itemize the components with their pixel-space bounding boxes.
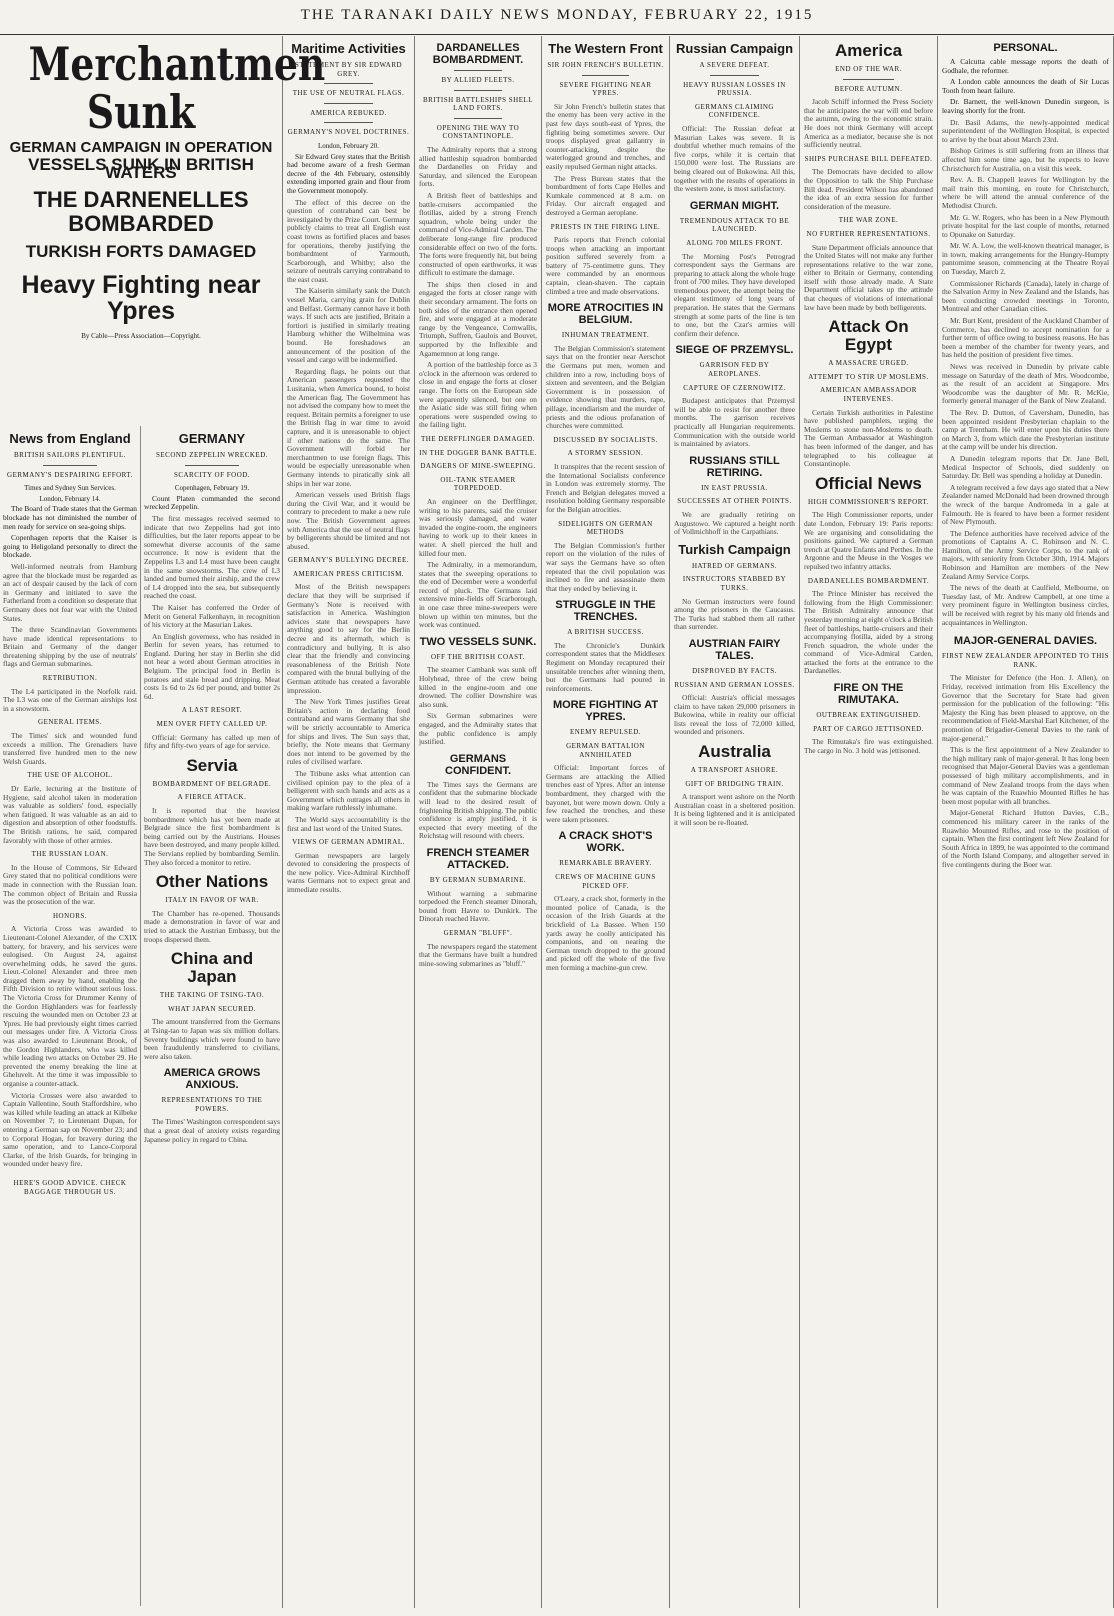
column-western-front: The Western Front SIR JOHN FRENCH'S BULLETIN. SEVERE FIGHTING NEAR YPRES. Sir John French's bulletin states that the enemy has been very active in the past few days south-east of Ypres, the fighting being sometimes severe. Our troops displayed great gallantry in counter-attacking, despite the waterlogged ground and trenches, and easily repulsed German night attacks. The Press Bureau states that the bombardment of forts Cape Helles and Kumkale commenced at 8 a.m. on Friday. Our aircraft engaged and destroyed a German aeroplane. PRIESTS IN THE FIRING LINE. Paris reports that French colonial troops when attacking an important position suffered severely from a battery of 75-centimetre guns. They were commanded by an enormous captain, clean-shaven. The captain climbed a tree and made observations. MORE ATROCITIES IN BELGIUM. INHUMAN TREATMENT. The Belgian Commission's statement says that on the frontier near Aerschot the Germans put men, women and children into a row, including boys of sixteen and seventeen, and the Belgian Government is in possession of evidence showing that murders, rape, pillage, incendiarism and the murder of priests and the odious profanation of churches were committed. DISCUSSED BY SOCIALISTS. A STORMY SESSION. It transpires that the recent session of the International Socialists conference in London was extremely stormy. The French and Belgian delegates moved a resolution holding Germany responsible for the Belgian atrocities. SIDELIGHTS ON GERMAN METHODS The Belgian Commission's further report on the violation of the rules of war says the Germans have so often repeated that the civil population was inclined to fire and assassinate them that they ended by believing it. STRUGGLE IN THE TRENCHES. A BRITISH SUCCESS. The Chronicle's Dunkirk correspondent states that the Middlesex Regiment on Monday recaptured their unsuitable trenches after winning them, but the Germans had poured in reinforcements. MORE FIGHTING AT YPRES. ENEMY REPULSED. GERMAN BATTALION ANNIHILATED Official: Important forces of Germans are attacking the Allied trenches east of Ypres. After an intense bombardment, they charged with the bayonet, but were mown down. Only a few reached the trenches, and these were taken prisoners. A CRACK SHOT'S WORK. REMARKABLE BRAVERY. CREWS OF MACHINE GUNS PICKED OFF. O'Leary, a crack shot, formerly in the mounted police of Canada, is the occasion of the Irish Guards at the brickfield of La Bassee. When 150 yards away he coolly anticipated his companions, and on nearing the German trench dropped to the ground and picked off the whole of the five men forming a machine-gun crew.: [542, 36, 670, 1608]
western-sub-9: ENEMY REPULSED.: [569, 728, 642, 737]
china-japan-head: China and Japan: [170, 949, 254, 987]
russian-sub-4: TREMENDOUS ATTACK TO BE LAUNCHED.: [679, 216, 790, 234]
china-japan-sub-1: THE TAKING OF TSING-TAO.: [159, 991, 265, 1000]
german-bluff-sub: GERMAN "BLUFF".: [443, 928, 513, 937]
western-sub-2: SEVERE FIGHTING NEAR YPRES.: [559, 80, 652, 98]
america-sub-3: SHIPS PURCHASE BILL DEFEATED.: [804, 154, 933, 163]
crack-shot-head: A CRACK SHOT'S WORK.: [558, 830, 653, 855]
germany-section: GERMANY SECOND ZEPPELIN WRECKED. SCARCITY OF FOOD. Copenhagen, February 19. Count Platen commanded the second wrecked Zeppelin. The first messages received seemed to indicate that two Zeppelins had got into difficulties, but the later reports appear to be somewhat diverse accounts of the same occurrence. It now is evident that the Zeppelins L3 and L4 must have been caught in the same snowstorms. The crew of L3 landed and burned their airship, and the crew of L4 dropped into the sea, but subsequently reached the coast. The Kaiser has conferred the Order of Merit on General Falkenhayn, in recognition of his victory at the Masurian Lakes. An English governess, who has resided in Berlin for seven years, has returned to England. During her stay in Berlin she did not hear a word about German atrocities in Belgium. The principal food in Berlin is potatoes and stale bread and dripping. Meat costs 1s 6d to 2s 6d per pound, and butter 2s 6d. A LAST RESORT. MEN OVER FIFTY CALLED UP. Official: Germany has called up men of fifty and fifty-two years of age for service. Servia BOMBARDMENT OF BELGRADE. A FIERCE ATTACK. It is reported that the heaviest bombardment which has yet been made at Belgrade since the first bombardment is being carried out by the Austrians. Houses have been destroyed, and many people killed. The Servians replied by bombarding Semlin. They also forced a monitor to retire. Other Nations ITALY IN FAVOR OF WAR. The Chamber has re-opened. Thousands made a demonstration in favor of war and tried to attack the Austrian Embassy, but the troops dispersed them. China and Japan THE TAKING OF TSING-TAO. WHAT JAPAN SECURED. The amount transferred from the Germans at Tsing-tao to Japan was six million dollars. Seventy buildings which were found to have been fraudulently transferred to civilians, were also taken. AMERICA GROWS ANXIOUS. REPRESENTATIONS TO THE POWERS. The Times' Washington correspondent says that a great deal of anxiety exists regarding Japanese policy in regard to China.: [144, 431, 280, 1144]
dardanelles-sub-1: BY ALLIED FLEETS.: [441, 76, 515, 84]
news-from-england: News from England BRITISH SAILORS PLENTIFUL. GERMANY'S DESPAIRING EFFORT. Times and Sydney Sun Services. London, February 14. The Board of Trade states that the German blockade has not diminished the number of men ready for service on sea-going ships. Copenhagen reports that the Kaiser is going to Heligoland personally to direct the blockade. Well-informed neutrals from Hamburg agree that the blockade must be regarded as an act of despair caused by the lack of corn in Germany and initiated to save the Fatherland from a condition so desperate that Germany does not fear war with the United States. The three Scandinavian Governments have made identical representations to Britain and Germany of the danger threatening shipping by the use of neutrals' flags and German submarines. RETRIBUTION. The L4 participated in the Norfolk raid. The L3 was one of the German airships lost in a snowstorm. GENERAL ITEMS. The Times' sick and wounded fund exceeds a million. The Grenadiers have transferred five hundred men to the new Welsh Guards. THE USE OF ALCOHOL. Dr Earle, lecturing at the Institute of Hygiene, said alcohol taken in moderation was valuable as soldiers' food, especially when fatigued. It was valuable as an aid to digestion and absorption of other foodstuffs. The British rations, he said, compared favorably with those of other armies. THE RUSSIAN LOAN. In the House of Commons, Sir Edward Grey stated that no political conditions were made in connection with the Russian loan. The common object of Britain and Russia was the prosecution of the war. HONORS. A Victoria Cross was awarded to Lieutenant-Colonel Alexander, of the CXIX battery, for bravery, and his services were eulogised. On August 24, against overwhelming odds, he saved the guns. Lieut.-Colonel Alexander and three men dragged them away by hand, enabling the Fifth Division to retire without serious loss. The Victoria Cross for Drummer Kenny of the Gordon Highlanders was for fearlessly rescuing the wounded men on October 23 at Ypres. He had previously eight times carried out messages under fire. A Victoria Cross was also awarded to Lieutenant Brook, of the Gordon Highlanders, who was killed while leading two attacks on October 29. He prevented the enemy breaking the line at Gheluvelt. At the time it was impossible to organise a counter-attack. Victoria Crosses were also awarded to Captain Vallentine, South Staffordshire, who was killed while leading an attack at Kilbeke on November 7; to Lieutenant Dupan, for entering a German sap on November 23; and to Corporal Hogan, for bravery during the same operation, and to Lance-Corporal Clarke, of the Irish Guards, for bringing in wounded under heavy fire. HERE'S GOOD ADVICE. CHECK BAGGAGE THROUGH US.: [0, 426, 141, 1606]
deck-3: THE DARNENELLES BOMBARDED: [33, 186, 249, 236]
england-sub-7: HONORS.: [52, 911, 88, 920]
egypt-head: Attack On Egypt: [828, 317, 909, 355]
america-sub-11: OUTBREAK EXTINGUISHED.: [816, 711, 921, 720]
england-src: Times and Sydney Sun Services.: [24, 484, 116, 493]
america-sub-8: AMERICAN AMBASSADOR INTERVENES.: [820, 386, 917, 404]
england-sub-1: BRITISH SAILORS PLENTIFUL.: [14, 451, 126, 459]
russian-sub-11: INSTRUCTORS STABBED BY TURKS.: [682, 575, 787, 592]
western-sub-4: INHUMAN TREATMENT.: [561, 331, 650, 340]
russian-sub-3: GERMANS CLAIMING CONFIDENCE.: [695, 102, 774, 120]
western-sub-8: A BRITISH SUCCESS.: [567, 628, 644, 637]
deck-2: VESSELS SUNK IN BRITISH WATERS: [28, 154, 254, 183]
england-head: News from England: [9, 431, 131, 446]
england-sub-3: RETRIBUTION.: [42, 674, 98, 683]
germany-sub-3: A LAST RESORT.: [181, 706, 243, 715]
germans-confident-head: GERMANS CONFIDENT.: [445, 752, 511, 777]
column-lead: [0, 36, 326, 1608]
maritime-dateline: London, February 20.: [317, 141, 380, 150]
dardanelles-sub-4: THE DERFFLINGER DAMAGED.: [420, 434, 536, 443]
america-sub-5: NO FURTHER REPRESENTATIONS.: [806, 229, 931, 238]
western-sub-7: SIDELIGHTS ON GERMAN METHODS: [558, 519, 653, 537]
america-head: America: [834, 41, 903, 60]
personal-p2: A London cable announces the death of Sir Lucas Tooth from heart failure.: [942, 77, 1109, 95]
austrian-head: AUSTRIAN FAIRY TALES.: [688, 637, 781, 662]
dardanelles-sub-2: BRITISH BATTLESHIPS SHELL LAND FORTS.: [422, 95, 534, 113]
england-sub-2: GERMANY'S DESPAIRING EFFORT.: [7, 470, 133, 479]
personal-head: PERSONAL.: [993, 42, 1058, 54]
other-nations-sub: ITALY IN FAVOR OF WAR.: [165, 896, 259, 905]
china-japan-sub-4: REPRESENTATIONS TO THE POWERS.: [161, 1096, 263, 1113]
servia-head: Servia: [186, 755, 238, 775]
western-sub-6: A STORMY SESSION.: [567, 449, 644, 458]
western-sub-10: GERMAN BATTALION ANNIHILATED: [566, 742, 645, 759]
column-dardanelles: DARDANELLES BOMBARDMENT. BY ALLIED FLEETS. BRITISH BATTLESHIPS SHELL LAND FORTS. OPENING THE WAY TO CONSTANTINOPLE. The Admiralty reports that a strong allied battleship squadron bombarded the Dardanelles on Friday and Saturday, and silenced the European forts. A British fleet of battleships and battle-cruisers accompanied the flotillas, aided by a strong French squadron, whole being under the command of Vice-Admiral Carden. The deliberate long-range fire produced considerable effect on two of the forts. The forts were frequently hit, but being constructed of open earthworks, it was difficult to estimate the damage. The ships then closed in and engaged the forts at closer range with their secondary armament. The forts on both sides of the entrance then opened fire, and were engaged at a moderate range by the Vengeance, Cornwallis, Triumph, Suffren, Gaulois and Bouvet, supported by the Inflexible and Agamemnon at long range. A portion of the battleship force as 3 o'clock in the afternoon was ordered to close in and engage the forts at closer range. The forts on the European side were apparently silenced, but one on the Asiatic side was still firing when operations were suspended owing to the failing light. THE DERFFLINGER DAMAGED. IN THE DOGGER BANK BATTLE. DANGERS OF MINE-SWEEPING. OIL-TANK STEAMER TORPEDOED. An engineer on the Derfflinger, writing to his parents, said the cruiser was seriously damaged, and water invaded the engine-room, the engineers having to work up to their knees in water. A shell pierced the hull and killed four men. The Admiralty, in a memorandum, states that the sweeping operations to the end of December were a wonderful record of pluck. The Germans laid extensive mine-fields off Scarborough, in one case three mine-sweepers were blown up within ten minutes, but the work was continued. TWO VESSELS SUNK. OFF THE BRITISH COAST. The steamer Cambank was sunk off Holyhead, three of the crew being killed in the engine-room and one drowned. The collier Downshire was also sunk. Six German submarines were engaged, and the Admiralty states that the public confidence is amply justified. GERMANS CONFIDENT. The Times says the Germans are confident that the submarine blockade will lead to the desired result of frightening British shipping. The public confidence is amply justified, it is expected that every meeting of the Reichstag will resound with cheers. FRENCH STEAMER ATTACKED. BY GERMAN SUBMARINE. Without warning a submarine torpedoed the French steamer Dinorah, bound from Havre to Dunkirk. The Dinorah reached Havre. GERMAN "BLUFF". The newspapers regard the statement that the Germans have built a hundred mine-sowing submarines as "bluff.": [415, 36, 542, 1608]
more-fighting-head: MORE FIGHTING AT YPRES.: [552, 699, 659, 724]
maritime-sub-5: GERMANY'S BULLYING DECREE.: [287, 556, 410, 565]
maritime-sub-2: THE USE OF NEUTRAL FLAGS.: [292, 89, 405, 98]
masthead: THE TARANAKI DAILY NEWS MONDAY, FEBRUARY 22, 1915: [0, 0, 1114, 35]
davies-head: MAJOR-GENERAL DAVIES.: [953, 635, 1098, 648]
england-p1: The Board of Trade states that the German blockade has not diminished the number of men ready for service on sea-going ships.: [3, 504, 137, 531]
personal-p1: A Calcutta cable message reports the death of Godhale, the reformer.: [942, 57, 1109, 75]
maritime-sub-7: VIEWS OF GERMAN ADMIRAL.: [292, 838, 405, 847]
russian-sub-5: ALONG 700 MILES FRONT.: [686, 238, 783, 247]
germany-head: GERMANY: [178, 431, 246, 446]
russian-sub-1: A SEVERE DEFEAT.: [699, 61, 770, 69]
column-maritime: Maritime Activities STATEMENT BY SIR EDWARD GREY. THE USE OF NEUTRAL FLAGS. AMERICA REBUKED. GERMANY'S NOVEL DOCTRINES. London, February 20. Sir Edward Grey states that the British had become aware of a fresh German decree of the 4th February, ostensibly extending imported grain and flour from the Government monopoly. The effect of this decree on the question of contraband can best be investigated by the Prize Court. Germany publicly claims to treat all English east coast towns as fortified places and bases for operations, thereby justifying the bombardment of Yarmouth, Scarborough, and Whitby; also the seizure of neutrals carrying contraband to the east coast. The Kaiserin similarly sank the Dutch vessel Maria, carrying grain for Dublin and Belfast. Germany cannot have it both ways. If such acts are justified, Britain a fortiori is justified in similarly treating Hamburg whither the Wilhelmina was bound. He foreshadows an announcement of the position of the vessel and cargo will be indemnified. Regarding flags, he points out that American passengers requested the Lusitania, when America bound, to hoist the American flag. The Government has not advised the company how to meet the request. Britain permits a foreigner to use the British flag in war time to avoid capture, and it is unreasonable to object if other nations do the same. The Government will forbid her merchantmen to use foreign flags. This would be especially unreasonable when Germany intends to piratically sink all ships in her war zone. American vessels used British flags during the Civil War, and it would be contrary to precedent to make a new rule now. The British Government agrees with America that the use of neutral flags by belligerents should be limited and not abused. GERMANY'S BULLYING DECREE. AMERICAN PRESS CRITICISM. Most of the British newspapers declare that they will be surprised if Germany's Note is received with satisfaction in America. Washington advices state that newspapers have anything good to say for the Berlin decree and its aftermath, which is contradictory and bullying. It is also clear that the friendly and convincing reasonableness of the British Note compared with the brutal bullying of the German attitude has created a favorable impression. The New York Times justifies Great Britain's action in declaring food contraband and warns Germany that she will be strictly accountable to America for ships and lives. The Sun says that, briefly, the Note means that Germany does not intend to be governed by the rules of civilised warfare. The Tribune asks what attention can civilised opinion pay to the plea of a belligerent with such hands and acts as a Government which outrages all others in making warfare ruthlessly inhumane. The World says accountability is the first and last word of the United States. VIEWS OF GERMAN ADMIRAL. German newspapers are largely devoted to considering the prospects of the new policy. Vice-Admiral Kirchhoff warns Germans not to expect great and immediate results.: [283, 36, 415, 1608]
western-sub-11: REMARKABLE BRAVERY.: [559, 859, 652, 868]
australia-head: Australia: [698, 742, 771, 762]
two-vessels-head: TWO VESSELS SUNK.: [419, 635, 537, 648]
england-foot: HERE'S GOOD ADVICE. CHECK BAGGAGE THROUGH US.: [13, 1178, 127, 1196]
servia-sub-2: A FIERCE ATTACK.: [177, 793, 247, 802]
column-america: America END OF THE WAR. BEFORE AUTUMN. Jacob Schiff informed the Press Society that he anticipates the war will end before the autumn, owing to the economic strain. He does not think Germany will accept America as a mediator, because she is not sufficiently neutral. SHIPS PURCHASE BILL DEFEATED. The Democrats have decided to allow the Opposition to talk the Ship Purchase Bill dead. President Wilson has abandoned the idea of an extra session for further consideration of the measure. THE WAR ZONE. NO FURTHER REPRESENTATIONS. State Department officials announce that the United States will not make any further representations relative to the war zone, either to Britain or Germany, contending itself with those already made. A State Department official takes up the attitude that cheques of violations of international law have been made by both belligerents. Attack On Egypt A MASSACRE URGED. ATTEMPT TO STIR UP MOSLEMS. AMERICAN AMBASSADOR INTERVENES. Certain Turkish authorities in Palestine have published pamphlets, urging the Moslems to stone non-Moslems to death. The German Ambassador at Washington has been informed of the danger, and has telegraphed to his colleague at Constantinople. Official News HIGH COMMISSIONER'S REPORT. The High Commissioner reports, under date London, February 19: Paris reports: We are organising and consolidating the positions gained. We captured a German trench at Quatre Enfants and Perthes. In the Argonne and the Meuse in the Vosges we repulsed two infantry attacks. DARDANELLES BOMBARDMENT. The Prince Minister has received the following from the High Commissioner: The British Admiralty announce that yesterday morning at eight o'clock a British fleet of battleships, battle-cruisers and their accompanying flotilla, aided by a strong French squadron, the whole under the command of Vice-Admiral Carden, attacked the forts at the entrance to the Dardanelles. FIRE ON THE RIMUTAKA. OUTBREAK EXTINGUISHED. PART OF CARGO JETTISONED. The Rimutaka's fire was extinguished. The cargo in No. 3 hold was jettisoned.: [800, 36, 938, 1608]
deck-1: GERMAN CAMPAIGN IN OPERATION: [9, 139, 273, 156]
germany-p1: Count Platen commanded the second wrecked Zeppelin.: [144, 493, 280, 512]
russian-sub-9: SUCCESSES AT OTHER POINTS.: [677, 497, 792, 506]
western-sub-12: CREWS OF MACHINE GUNS PICKED OFF.: [555, 872, 656, 890]
western-front-head: The Western Front: [548, 41, 663, 56]
england-sub-5: THE USE OF ALCOHOL.: [27, 771, 113, 780]
england-p2: Copenhagen reports that the Kaiser is going to Heligoland personally to direct the blockade.: [3, 533, 137, 560]
maritime-sub-3: AMERICA REBUKED.: [310, 108, 387, 117]
germany-dateline: Copenhagen, February 19.: [174, 484, 250, 493]
america-sub-6: A MASSACRE URGED.: [828, 359, 909, 368]
french-steamer-head: FRENCH STEAMER ATTACKED.: [426, 846, 530, 871]
przemysl-head: SIEGE OF PRZEMYSL.: [675, 344, 794, 357]
china-japan-sub-2: WHAT JAPAN SECURED.: [168, 1004, 256, 1013]
america-sub-4: THE WAR ZONE.: [838, 216, 899, 225]
western-sub-1: SIR JOHN FRENCH'S BULLETIN.: [547, 61, 664, 69]
turkish-head: Turkish Campaign: [678, 541, 791, 557]
russian-sub-6: GARRISON FED BY AEROPLANES.: [699, 361, 770, 379]
maritime-head: Maritime Activities: [291, 41, 406, 56]
personal-p3: Dr. Barnett, the well-known Dunedin surgeon, is leaving shortly for the front.: [942, 97, 1109, 115]
america-sub-9: HIGH COMMISSIONER'S REPORT.: [808, 497, 929, 506]
western-sub-5: DISCUSSED BY SOCIALISTS.: [553, 435, 658, 444]
germany-sub-1: SECOND ZEPPELIN WRECKED.: [155, 451, 268, 459]
servia-sub-1: BOMBARDMENT OF BELGRADE.: [152, 779, 272, 788]
maritime-sub-1: STATEMENT BY SIR EDWARD GREY.: [294, 61, 403, 78]
russian-sub-2: HEAVY RUSSIAN LOSSES IN PRUSSIA.: [683, 80, 786, 98]
column-russian-campaign: Russian Campaign A SEVERE DEFEAT. HEAVY RUSSIAN LOSSES IN PRUSSIA. GERMANS CLAIMING CONFIDENCE. Official: The Russian defeat at Masurian Lakes was severe. It is doubtful whether much remains of the five corps, while it is certain that 150,000 were lost. The Russians are being cleared out of Bukowina. All this, together with the results of operations in the western zone, is most satisfactory. GERMAN MIGHT. TREMENDOUS ATTACK TO BE LAUNCHED. ALONG 700 MILES FRONT. The Morning Post's Petrograd correspondent says the Germans are preparing to attack along the whole huge front of 700 miles. They have developed tremendous power, the attempt being the elegant testimony of long years of preparation. He states that the Germans strength at some parts of the line is ten to one, but the Czar's armies will confirm their defence. SIEGE OF PRZEMYSL. GARRISON FED BY AEROPLANES. CAPTURE OF CZERNOWITZ. Budapest anticipates that Przemysl will be able to resist for another three months. The garrison receives practically all Hungarian requirements. Communication with the outside world is maintained by aviators. RUSSIANS STILL RETIRING. IN EAST PRUSSIA. SUCCESSES AT OTHER POINTS. We are gradually retiring on Augustowo. We captured a height north of Vollmichhoff in the Carpathians. Turkish Campaign HATRED OF GERMANS. INSTRUCTORS STABBED BY TURKS. No German instructors were found among the prisoners in the Caucasus. The Turks had stabbed them all rather than surrender. AUSTRIAN FAIRY TALES. DISPROVED BY FACTS. RUSSIAN AND GERMAN LOSSES. Official: Austria's official messages claim to have taken 29,000 prisoners in Bukowina, while in reality our official lists reveal the loss of 72,000 killed, wounded and prisoners. Australia A TRANSPORT ASHORE. GIFT OF BRIDGING TRAIN. A transport went ashore on the North Australian coast in a sheltered position. It is being lightened and it is anticipated it will soon be re-floated.: [670, 36, 800, 1608]
russian-sub-10: HATRED OF GERMANS.: [691, 561, 778, 570]
dardanelles-sub-7: OIL-TANK STEAMER TORPEDOED.: [440, 475, 516, 493]
england-sub-6: THE RUSSIAN LOAN.: [31, 850, 109, 859]
china-japan-sub-3: AMERICA GROWS ANXIOUS.: [163, 1067, 261, 1092]
dardanelles-sub-6: DANGERS OF MINE-SWEEPING.: [420, 462, 536, 471]
maritime-p1: Sir Edward Grey states that the British had become aware of a fresh German decree of the 4th February, ostensibly extending imported grain and flour from the Government monopoly.: [287, 151, 410, 195]
russian-head: Russian Campaign: [675, 41, 794, 56]
russian-sub-8: IN EAST PRUSSIA.: [701, 483, 768, 492]
dardanelles-sub-5: IN THE DOGGER BANK BATTLE.: [419, 448, 537, 457]
russian-sub-7: CAPTURE OF CZERNOWITZ.: [683, 383, 786, 392]
rimutaka-head: FIRE ON THE RIMUTAKA.: [833, 682, 904, 707]
byline: By Cable—Press Association—Copyright.: [81, 332, 201, 341]
german-might-head: GERMAN MIGHT.: [689, 199, 780, 212]
maritime-sub-4: GERMANY'S NOVEL DOCTRINES.: [287, 128, 410, 137]
america-sub-7: ATTEMPT TO STIR UP MOSLEMS.: [808, 372, 929, 381]
maritime-sub-6: AMERICAN PRESS CRITICISM.: [292, 569, 405, 578]
western-sub-3: PRIESTS IN THE FIRING LINE.: [550, 222, 661, 231]
russian-sub-12: DISPROVED BY FACTS.: [692, 666, 777, 675]
germany-sub-4: MEN OVER FIFTY CALLED UP.: [156, 720, 268, 729]
russian-sub-13: RUSSIAN AND GERMAN LOSSES.: [674, 680, 795, 689]
america-sub-2: BEFORE AUTUMN.: [834, 84, 903, 93]
america-sub-12: PART OF CARGO JETTISONED.: [813, 724, 924, 733]
struggle-head: STRUGGLE IN THE TRENCHES.: [555, 599, 656, 624]
deck-4: TURKISH FORTS DAMAGED: [25, 241, 257, 261]
germany-sub-2: SCARCITY OF FOOD.: [173, 470, 251, 479]
deck-5: Heavy Fighting near Ypres: [21, 271, 261, 326]
atrocities-head: MORE ATROCITIES IN BELGIUM.: [547, 302, 664, 327]
official-news-head: Official News: [815, 473, 922, 493]
russian-sub-14: A TRANSPORT ASHORE.: [690, 766, 779, 775]
dardanelles-head: DARDANELLES BOMBARDMENT.: [432, 42, 524, 66]
america-sub-1: END OF THE WAR.: [835, 65, 902, 73]
dardanelles-sub-3: OPENING THE WAY TO CONSTANTINOPLE.: [436, 123, 520, 141]
column-personal: PERSONAL. A Calcutta cable message reports the death of Godhale, the reformer. A London cable announces the death of Sir Lucas Tooth from heart failure. Dr. Barnett, the well-known Dunedin surgeon, is leaving shortly for the front. Dr. Basil Adams, the newly-appointed medical superintendent of the Wellington Hospital, is expected to arrive by the boat about March 23rd. Bishop Grimes is still suffering from an illness that affected him some time ago, but he expects to leave Christchurch for Australia, on a visit this week. Rev. A. B. Chappell leaves for Wellington by the mail train this morning, en route for Christchurch, where he will attend the annual conference of the Methodist Church. Mr. G. W. Rogers, who has been in a New Plymouth private hospital for the last couple of months, returned to Opunake on Saturday. Mr. W. A. Low, the well-known theatrical manager, is in town, making arrangements for the Hungry-Humpty pantomime season, commencing at the Theatre Royal on Tuesday, March 2. Commissioner Richards (Canada), lately in charge of the Salvation Army in New Zealand and the Islands, has been conducting crowded meetings in Toronto, Montreal and other Canadian cities. Mr. Burt Kent, president of the Auckland Chamber of Commerce, has declined to accept nomination for a further term of office owing to business reasons. He has been a member of the chamber for twenty years, and has held the position of president five times. News was received in Dunedin by private cable message on Saturday of the death of Mrs. Woodcombe, as the result of an accident at Singapore. Mrs Woodcombe was the daughter of Mr. R. McKie, formerly general manager of the Bank of New Zealand. The Rev. D. Dutton, of Caversham, Dunedin, has been appointed resident Presbyterian chaplain to the camp at Trentham. He will enter upon his duties there on March 3, from which date the Presbyterian institute at the camp will be under his direction. A Dunedin telegram reports that Dr. Jane Bell, Medical Inspector of Schools, died suddenly on Saturday. Dr. Bell was spending a holiday at Dunedin. A telegram received a few days ago stated that a New Zealander named McDonald had been drowned through the wreck of the barque Andromeda in a gale at Falmouth. He is feared to have been a former resident of New Plymouth. The Defence authorities have received advice of the promotions of Captains A. C. Robinson and N. C. Hamilton, of the Army Service Corps, to the rank of majors, with seniority from October 30th, 1914. Majors Robinson and Hamilton are members of the New Zealand Army Service Corps. The news of the death at Caulfield, Melbourne, on Tuesday last, of Mr. Andrew Campbell, at one time a very prominent figure in Wellington business circles, will be received with regret by his many old friends and acquaintances in Wellington. MAJOR-GENERAL DAVIES. FIRST NEW ZEALANDER APPOINTED TO THIS RANK. The Minister for Defence (the Hon. J. Allen), on Friday, received intimation from His Excellency the Governor that the Secretary for State had given permission for the publication of the following: "His Majesty the King has been pleased to approve, on the recommendation of Field-Marshal Earl Kitchener, of the promotion of Brigadier-General Davies to the rank of major-general." This is the first appointment of a New Zealander to the high military rank of major-general. It has long been recognised that Major-General Davies was a gentleman possessed of high military accomplishments, and in command of New Zealand troops from the days when he was captain of the Ruawhio Mounted Rifles he has been most popular with all branches. Major-General Richard Hutton Davies, C.B., commenced his military career in the ranks of the Ruawhio Mounted Rifles, and rose to the position of captain. When the first contingent left New Zealand for South Africa in 1899, he was appointed to the command of the North Island Company, and altogether served in five contingents during the Boer war.: [938, 36, 1114, 1608]
davies-sub: FIRST NEW ZEALANDER APPOINTED TO THIS RANK.: [942, 652, 1110, 669]
main-headline: Merchantmen Sunk: [28, 37, 326, 139]
england-sub-4: GENERAL ITEMS.: [38, 718, 102, 727]
french-steamer-sub: BY GERMAN SUBMARINE.: [429, 875, 527, 884]
russian-sub-15: GIFT OF BRIDGING TRAIN.: [685, 779, 784, 788]
retiring-head: RUSSIANS STILL RETIRING.: [689, 454, 780, 479]
america-sub-10: DARDANELLES BOMBARDMENT.: [807, 576, 930, 585]
two-vessels-sub: OFF THE BRITISH COAST.: [431, 652, 525, 661]
england-dateline: London, February 14.: [39, 494, 101, 503]
other-nations-head: Other Nations: [155, 872, 269, 892]
